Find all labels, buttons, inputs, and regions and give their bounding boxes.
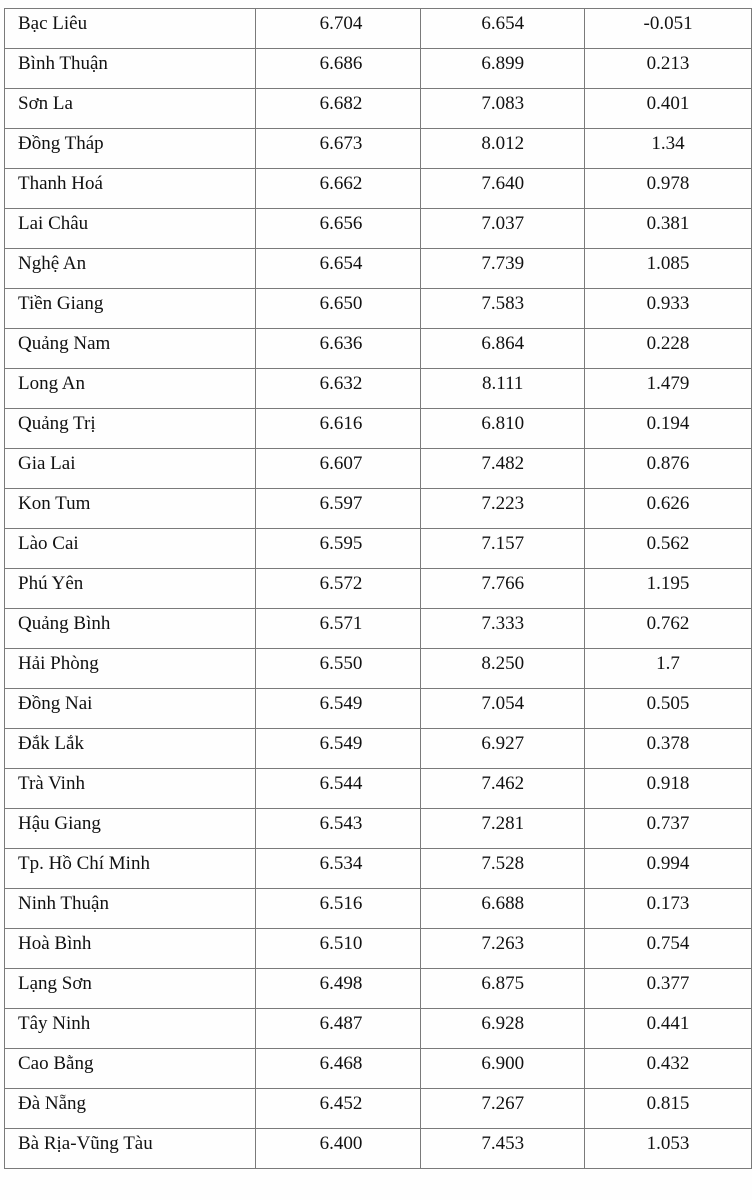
province-name-cell: Quảng Trị [5,409,256,449]
value-2-cell: 7.223 [421,489,585,529]
value-2-cell: 8.250 [421,649,585,689]
value-1-cell: 6.550 [256,649,421,689]
province-name-cell: Gia Lai [5,449,256,489]
table-row [5,169,752,209]
table-row [5,649,752,689]
difference-cell: 0.441 [585,1009,752,1049]
value-1-cell: 6.571 [256,609,421,649]
difference-cell: 0.228 [585,329,752,369]
province-name-cell: Lạng Sơn [5,969,256,1009]
value-2-cell: 7.482 [421,449,585,489]
table-row [5,209,752,249]
province-name-cell: Lai Châu [5,209,256,249]
province-name-cell: Hải Phòng [5,649,256,689]
value-2-cell: 6.928 [421,1009,585,1049]
province-name-cell: Lào Cai [5,529,256,569]
value-2-cell: 7.267 [421,1089,585,1129]
province-name-cell: Sơn La [5,89,256,129]
value-2-cell: 8.012 [421,129,585,169]
value-1-cell: 6.534 [256,849,421,889]
province-name-cell: Hậu Giang [5,809,256,849]
difference-cell: 0.194 [585,409,752,449]
province-name-cell: Hoà Bình [5,929,256,969]
value-2-cell: 6.927 [421,729,585,769]
value-2-cell: 7.333 [421,609,585,649]
value-2-cell: 6.900 [421,1049,585,1089]
value-2-cell: 7.766 [421,569,585,609]
value-1-cell: 6.510 [256,929,421,969]
value-1-cell: 6.468 [256,1049,421,1089]
value-1-cell: 6.656 [256,209,421,249]
table-row [5,569,752,609]
value-1-cell: 6.572 [256,569,421,609]
province-name-cell: Tiền Giang [5,289,256,329]
difference-cell: 1.7 [585,649,752,689]
value-1-cell: 6.543 [256,809,421,849]
table-row [5,329,752,369]
table-row [5,1049,752,1089]
value-2-cell: 7.037 [421,209,585,249]
value-2-cell: 6.654 [421,9,585,49]
table-row [5,689,752,729]
value-1-cell: 6.616 [256,409,421,449]
difference-cell: 0.754 [585,929,752,969]
table-row [5,249,752,289]
table-row [5,289,752,329]
table-row [5,129,752,169]
province-name-cell: Đồng Nai [5,689,256,729]
value-1-cell: 6.498 [256,969,421,1009]
table-row [5,1009,752,1049]
province-name-cell: Nghệ An [5,249,256,289]
table-row [5,969,752,1009]
province-name-cell: Quảng Bình [5,609,256,649]
difference-cell: 0.918 [585,769,752,809]
table-row [5,849,752,889]
province-name-cell: Kon Tum [5,489,256,529]
table-row [5,529,752,569]
difference-cell: 0.815 [585,1089,752,1129]
table-row [5,609,752,649]
difference-cell: 0.173 [585,889,752,929]
province-name-cell: Long An [5,369,256,409]
value-1-cell: 6.662 [256,169,421,209]
difference-cell: 0.762 [585,609,752,649]
province-data-table [4,8,752,1169]
difference-cell: 0.401 [585,89,752,129]
province-name-cell: Tp. Hồ Chí Minh [5,849,256,889]
table-row [5,729,752,769]
province-name-cell: Quảng Nam [5,329,256,369]
province-name-cell: Thanh Hoá [5,169,256,209]
difference-cell: 0.626 [585,489,752,529]
value-1-cell: 6.686 [256,49,421,89]
table-row [5,89,752,129]
province-name-cell: Đà Nẵng [5,1089,256,1129]
value-1-cell: 6.452 [256,1089,421,1129]
table-row [5,369,752,409]
difference-cell: 1.085 [585,249,752,289]
difference-cell: 0.737 [585,809,752,849]
value-2-cell: 8.111 [421,369,585,409]
value-1-cell: 6.400 [256,1129,421,1169]
table-body [5,9,752,1169]
value-2-cell: 7.583 [421,289,585,329]
difference-cell: 1.479 [585,369,752,409]
value-1-cell: 6.549 [256,729,421,769]
table-row [5,489,752,529]
difference-cell: 0.505 [585,689,752,729]
value-2-cell: 7.453 [421,1129,585,1169]
table-row [5,1089,752,1129]
value-2-cell: 6.688 [421,889,585,929]
value-2-cell: 7.263 [421,929,585,969]
difference-cell: 0.378 [585,729,752,769]
province-name-cell: Bình Thuận [5,49,256,89]
table-row [5,769,752,809]
value-2-cell: 7.054 [421,689,585,729]
table-row [5,49,752,89]
province-name-cell: Trà Vinh [5,769,256,809]
difference-cell: 0.562 [585,529,752,569]
difference-cell: 0.876 [585,449,752,489]
value-1-cell: 6.549 [256,689,421,729]
value-2-cell: 6.899 [421,49,585,89]
value-2-cell: 7.281 [421,809,585,849]
value-2-cell: 7.528 [421,849,585,889]
difference-cell: 0.381 [585,209,752,249]
value-2-cell: 7.640 [421,169,585,209]
value-2-cell: 6.810 [421,409,585,449]
value-1-cell: 6.632 [256,369,421,409]
value-1-cell: 6.682 [256,89,421,129]
value-1-cell: 6.704 [256,9,421,49]
table-row [5,929,752,969]
province-name-cell: Tây Ninh [5,1009,256,1049]
difference-cell: 0.933 [585,289,752,329]
table-row [5,409,752,449]
value-2-cell: 7.083 [421,89,585,129]
value-1-cell: 6.654 [256,249,421,289]
difference-cell: 0.978 [585,169,752,209]
table-row [5,449,752,489]
province-name-cell: Cao Bằng [5,1049,256,1089]
table-row [5,9,752,49]
difference-cell: 0.213 [585,49,752,89]
difference-cell: 0.994 [585,849,752,889]
difference-cell: 1.34 [585,129,752,169]
value-1-cell: 6.597 [256,489,421,529]
difference-cell: 0.377 [585,969,752,1009]
value-2-cell: 6.875 [421,969,585,1009]
province-name-cell: Đồng Tháp [5,129,256,169]
province-name-cell: Bà Rịa-Vũng Tàu [5,1129,256,1169]
value-1-cell: 6.544 [256,769,421,809]
table-row [5,1129,752,1169]
value-2-cell: 7.157 [421,529,585,569]
value-2-cell: 6.864 [421,329,585,369]
value-1-cell: 6.673 [256,129,421,169]
value-1-cell: 6.487 [256,1009,421,1049]
table-row [5,809,752,849]
province-name-cell: Đắk Lắk [5,729,256,769]
province-name-cell: Phú Yên [5,569,256,609]
difference-cell: 1.195 [585,569,752,609]
difference-cell: -0.051 [585,9,752,49]
value-1-cell: 6.636 [256,329,421,369]
value-1-cell: 6.516 [256,889,421,929]
province-name-cell: Ninh Thuận [5,889,256,929]
value-1-cell: 6.650 [256,289,421,329]
value-2-cell: 7.739 [421,249,585,289]
difference-cell: 1.053 [585,1129,752,1169]
province-name-cell: Bạc Liêu [5,9,256,49]
value-1-cell: 6.607 [256,449,421,489]
value-2-cell: 7.462 [421,769,585,809]
value-1-cell: 6.595 [256,529,421,569]
difference-cell: 0.432 [585,1049,752,1089]
table-row [5,889,752,929]
